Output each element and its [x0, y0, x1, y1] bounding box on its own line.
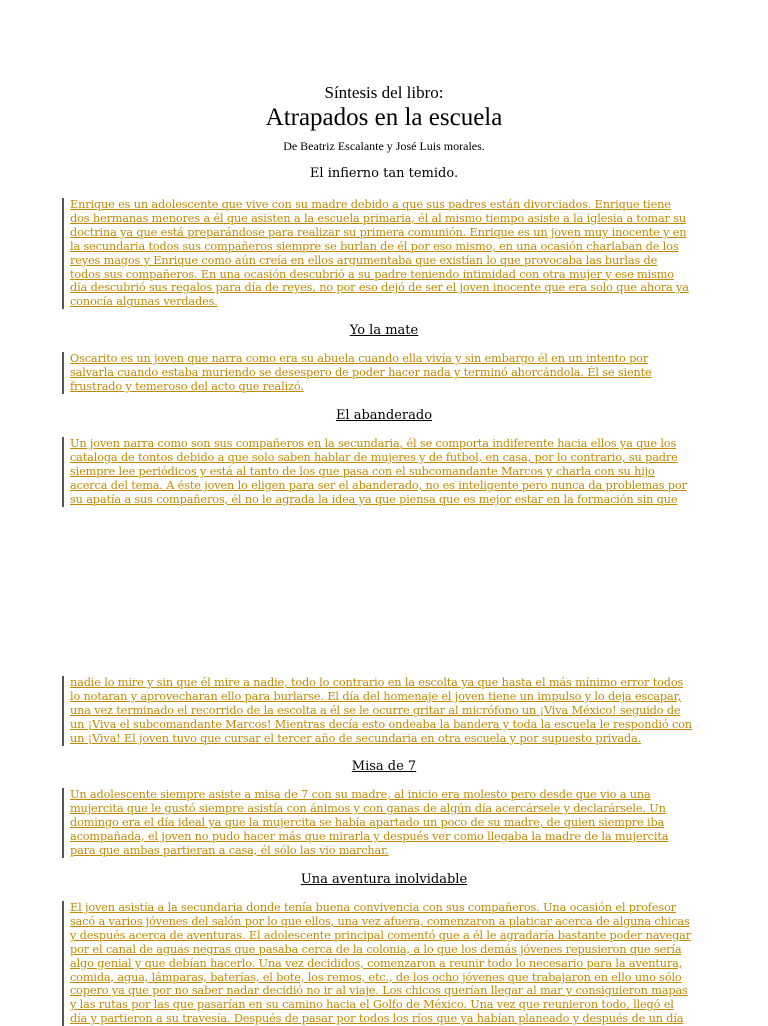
text-line: Un joven narra como son sus compañeros en la secundaria, él se comporta indiferente hacia ellos ya que los [70, 437, 677, 450]
text-line: un ¡Viva el subcomandante Marcos! Mientras decía esto ondeaba la bandera y toda la escuela le respondió con [70, 717, 692, 731]
text-line: nadie lo mire y sin que él mire a nadie, todo lo contrario en la escolta ya que hasta el más mínimo error todos [70, 676, 684, 689]
text-line: frustrado y temeroso del acto que realizó. [70, 379, 304, 393]
document-subtitle: Síntesis del libro: [324, 83, 444, 102]
section-heading-yo-la-mate: Yo la mate [349, 323, 419, 338]
section-heading-el-infierno: El infierno tan temido. [309, 166, 459, 181]
text-line: para que ambas partieran a casa, él sólo las vio marchar. [70, 843, 389, 857]
section-paragraph-el-abanderado-continued [62, 676, 702, 746]
text-line: copero ya que por no saber nadar decidió no ir al viaje. Los chicos querían llegar al mar y consiguieron mapas [70, 984, 688, 998]
text-line: reyes magos y Enrique como aún creía en ellos argumentaba que existían lo que provocaba las burlas de [70, 253, 658, 267]
text-line: salvarla cuando estaba muriendo se desespero de poder hacer nada y terminó ahorcándola. Él se siente [70, 365, 652, 379]
text-line: El joven asistía a la secundaria donde tenía buena convivencia con sus compañeros. Una ocasión el profesor [70, 901, 676, 914]
text-line: Un adolescente siempre asiste a misa de 7 con su madre, al inicio era molesto pero desde que vio a una [70, 788, 651, 801]
document-authors: De Beatriz Escalante y José Luis morales. [283, 139, 485, 153]
text-line: día descubrió sus regalos para día de reyes, no por eso dejó de ser el joven inocente que era solo que ahora ya [70, 281, 689, 295]
text-line: lo notaran y aprovecharan ello para burlarse. El día del homenaje el joven tiene un impulso y lo deja escapar, [70, 689, 682, 703]
text-line: por el canal de aguas negras que pasaba cerca de la colonia, a lo que los demás jóvenes repusieron que sería [70, 942, 682, 956]
text-line: su apatía a sus compañeros, él no le agrada la idea ya que piensa que es mejor estar en la formación sin que [70, 492, 678, 506]
text-line: cataloga de tontos debido a que solo saben hablar de mujeres y de futbol, en casa, por lo contrario, su padre [70, 450, 678, 464]
text-line: un ¡Viva! El joven tuvo que cursar el tercer año de secundaria en otra escuela y por supuesto privada. [70, 731, 642, 745]
section-paragraph-yo-la-mate [62, 352, 702, 394]
section-heading-misa-de-7: Misa de 7 [351, 759, 417, 774]
text-line: comida, agua, lámparas, baterías, el bote, los remos, etc., de los ocho jóvenes que trabajaron en ello uno sólo [70, 970, 682, 984]
text-line: y después acerca de aventuras. El adolescente principal comentó que a él le agradaría bastante poder navegar [70, 928, 691, 942]
text-line: domingo era el día ideal ya que la mujercita se había apartado un poco de su madre, de quien siempre iba [70, 815, 665, 829]
text-line: sacó a varios jóvenes del salón por lo que ellos, una vez afuera, comenzaron a platicar acerca de alguna chicas [70, 914, 690, 928]
text-line: Oscarito es un joven que narra como era su abuela cuando ella vivía y sin embargo él en un intento por [70, 352, 649, 365]
section-paragraph-misa-de-7 [62, 788, 702, 858]
section-heading-una-aventura: Una aventura inolvidable [300, 872, 468, 887]
text-line: Enrique es un adolescente que vive con su madre debido a que sus padres están divorciados. Enrique tiene [70, 198, 671, 211]
text-line: la secundaria todos sus compañeros siempre se burlan de él por eso mismo, en una ocasión charlaban de los [70, 239, 679, 253]
section-heading-el-abanderado: El abanderado [335, 408, 433, 423]
text-line: siempre lee periódicos y está al tanto de los que pasa con el subcomandante Marcos y charla con su hijo [70, 464, 655, 478]
text-line: mujercita que le gustó siempre asistía con ánimos y con ganas de algún día acercársele y declarársele. Un [70, 801, 666, 815]
text-line: dos hermanas menores a él que asisten a la escuela primaria, él al mismo tiempo asiste a la iglesia a tomar su [70, 211, 687, 225]
text-line: todos sus compañeros. En una ocasión descubrió a su padre teniendo intimidad con otra mujer y ese mismo [70, 267, 674, 281]
text-line: acompañada, el joven no pudo hacer más que mirarla y después ver como llegaba la madre de la mujercita [70, 829, 669, 843]
text-line: algo genial y que debían hacerlo. Una vez decididos, comenzaron a reunir todo lo necesario para la aventura, [70, 956, 683, 970]
text-line: día y partieron a su travesía. Después de pasar por todos los ríos que ya habían planeado y después de un día [70, 1012, 684, 1026]
text-line: conocía algunas verdades. [70, 295, 218, 309]
text-line: doctrina ya que está preparándose para realizar su primera comunión. Enrique es un joven muy inocente y en [70, 225, 687, 239]
section-paragraph-el-abanderado [62, 437, 702, 507]
text-line: una vez terminado el recorrido de la escolta a él se le ocurre gritar al micrófono un ¡Viva México! seguido de [70, 703, 681, 717]
text-line: y las rutas por las que pasarían en su camino hacia el Golfo de México. Una vez que reunieron todo, llegó el [70, 998, 674, 1012]
text-line: acerca del tema. A éste joven lo eligen para ser el abanderado, no es inteligente pero nunca da problemas por [70, 478, 687, 492]
section-paragraph-una-aventura [62, 901, 702, 1026]
section-paragraph-el-infierno [62, 198, 702, 309]
document-title: Atrapados en la escuela [265, 104, 503, 131]
